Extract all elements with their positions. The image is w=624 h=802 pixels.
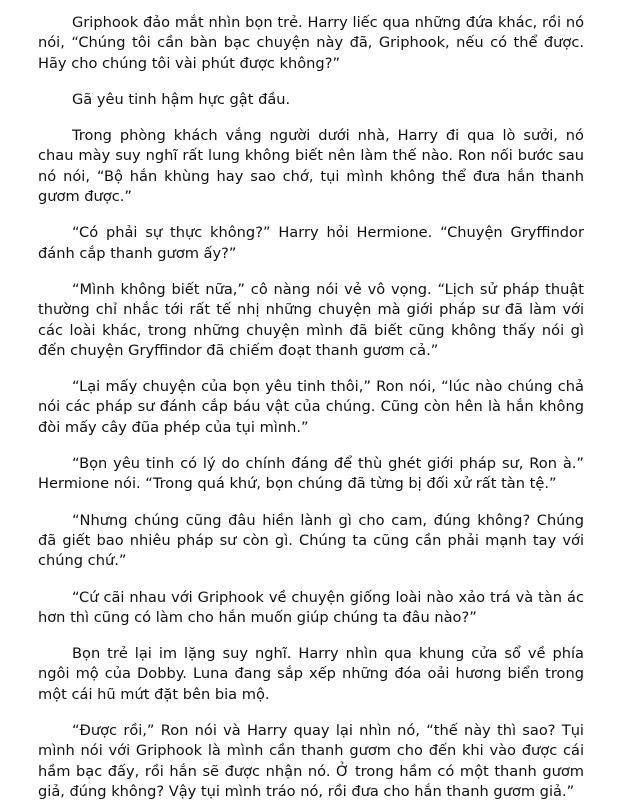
paragraph-2: Gã yêu tinh hậm hực gật đầu. — [72, 90, 291, 108]
paragraph-4: “Có phải sự thực không?” Harry hỏi Hermione. “Chuyện Gryffindor đánh cắp thanh gươm ấy?” — [38, 224, 584, 262]
paragraph-7: “Bọn yêu tinh có lý do chính đáng để thù ghét giới pháp sư, Ron à.” Hermione nói. “Trong quá khứ, bọn chúng đã từng bị đối xử rất tàn tệ.” — [38, 455, 584, 493]
paragraph-10: Bọn trẻ lại im lặng suy nghĩ. Harry nhìn qua khung cửa sổ về phía ngôi mộ của Dobby. Luna đang sắp xếp những đóa oải hương biển trong một cái hũ mứt đặt bên bia mộ. — [38, 645, 584, 703]
paragraph-8: “Nhưng chúng cũng đâu hiền lành gì cho cam, đúng không? Chúng đã giết bao nhiêu pháp sư còn gì. Chúng ta cũng cần phải mạnh tay với chúng chứ.” — [38, 511, 584, 570]
paragraph-9: “Cứ cãi nhau với Griphook về chuyện giống loài nào xảo trá và tàn ác hơn thì cũng có làm cho hắn muốn giúp chúng ta đâu nào?” — [38, 588, 584, 626]
paragraph-6: “Lại mấy chuyện của bọn yêu tinh thôi,” Ron nói, “lúc nào chúng chả nói các pháp sư đánh cắp báu vật của chúng. Cũng còn hên là hắn không đòi mấy cây đũa phép của tụi mình.” — [38, 378, 584, 436]
paragraph-1: Griphook đảo mắt nhìn bọn trẻ. Harry liếc qua những đứa khác, rồi nó nói, “Chúng tôi cần bàn bạc chuyện này đã, Griphook, nếu có thể được. Hãy cho chúng tôi vài phút được không?” — [38, 14, 584, 72]
paragraph-11: “Được rồi,” Ron nói và Harry quay lại nhìn nó, “thế này thì sao? Tụi mình nói với Griphook là mình cần thanh gươm cho đến khi vào được cái hầm bạc đấy, rồi hắn sẽ được nhận nó. Ở trong hầm có một thanh gươm giả, đúng không? Vậy tụi mình tráo nó, rồi đưa cho hắn thanh gươm giả.” — [38, 722, 584, 800]
paragraph-3: Trong phòng khách vắng người dưới nhà, Harry đi qua lò sưởi, nó chau mày suy nghĩ rất lung không biết nên làm thế nào. Ron nối bước sau nó nói, “Bộ hắn khùng hay sao chớ, tụi mình không thể đưa hắn thanh gươm được.” — [38, 127, 584, 206]
paragraph-5: “Mình không biết nữa,” cô nàng nói vẻ vô vọng. “Lịch sử pháp thuật thường chỉ nhắc tới rất tế nhị những chuyện mà giới pháp sư đã làm với các loài khác, trong những chuyện mình đã biết cũng không thấy nói gì đến chuyện Gryffindor đã chiếm đoạt thanh gươm cả.” — [38, 280, 584, 359]
